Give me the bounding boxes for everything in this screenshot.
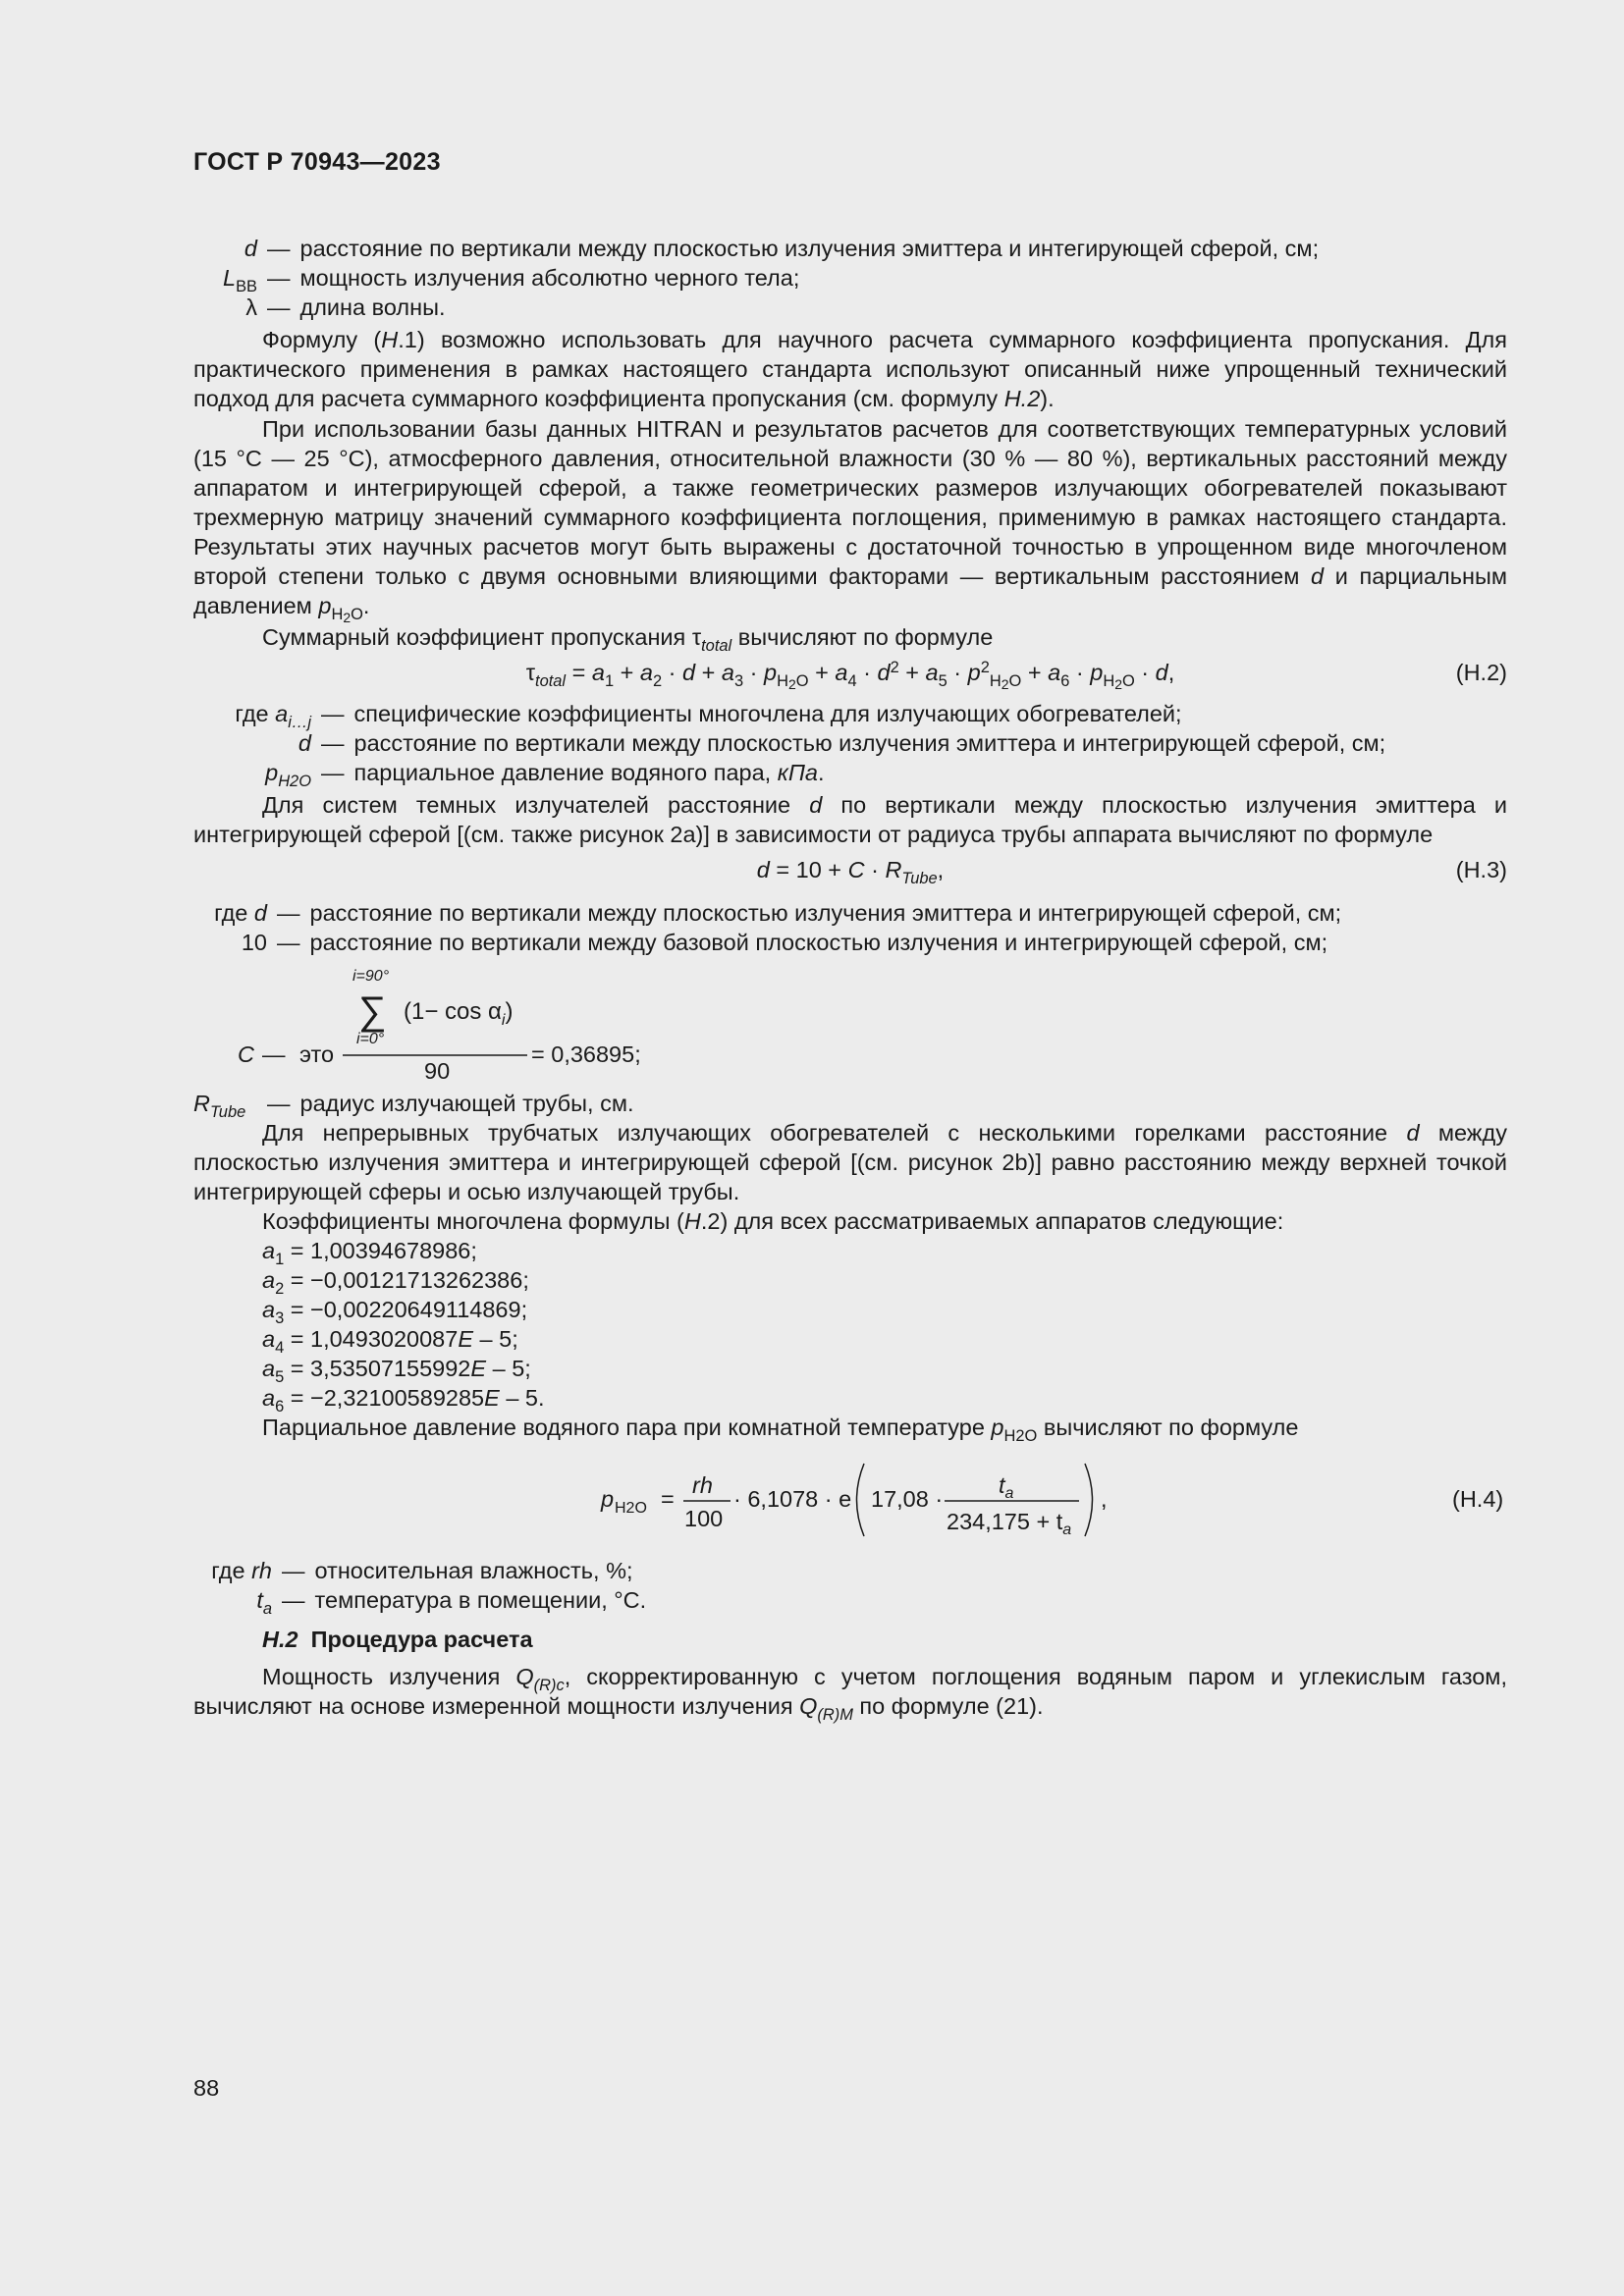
coefficient-list [193, 1236, 1507, 1413]
coefficient-a2: $a_2 = -0,00121713262386$; [262, 1267, 529, 1298]
svg-text:,: , [1101, 1486, 1108, 1512]
coefficient-a3: $a_3 = -0,00220649114869$; [262, 1297, 528, 1327]
sum-numerator: $(1- \cos \alpha_i)$ [404, 998, 514, 1029]
coefficient-a5: $a_5 = 3,53507155992E - 5$; [262, 1356, 531, 1386]
c-symbol: C [238, 1041, 254, 1067]
sigma-symbol: ∑ [358, 989, 387, 1033]
def-p-h2o: $p_{H2O}$ — парциальное давление водяного пара, кПа. [265, 760, 825, 790]
c-dash: — [262, 1041, 286, 1067]
def-d-top: d — расстояние по вертикали между плоскостью излучения эмиттера и интегирующей сферой, см; [244, 236, 1320, 261]
paragraph-procedure: Мощность излучения $Q_{(R)c}$, скорректированную с учетом поглощения водяным паром и углекислым газом, вычисляют на основе измеренной мощности излучения $Q_{(R)M}$ по формуле (21). [193, 1664, 1507, 1724]
page-content [193, 234, 1507, 1724]
coefficient-a4: $a_4 = 1,0493020087E - 5$; [262, 1326, 518, 1357]
formula-h3-number: (Н.3) [1455, 857, 1507, 882]
svg-text:· 6,1078 · e: · 6,1078 · e [733, 1486, 852, 1512]
c-coefficient-definition [193, 963, 1507, 1079]
formula-h3 [193, 849, 1507, 892]
paragraph-tau-total: Суммарный коэффициент пропускания $\tau_{total}$ вычисляют по формуле [262, 624, 994, 655]
paragraph-continuous-emitters: Для непрерывных трубчатых излучающих обогревателей с несколькими горелками расстояние d между плоскостью излучения эмиттера и интегрирующей сферой [(см. рисунок 2b)] равно расстоянию между верхней точкой интегрирующей сферы и осью излучающей трубы. [193, 1120, 1507, 1204]
formula-h3-expression: $d = 10 + C \cdot R_{Tube}$, [756, 857, 945, 887]
sum-denominator: 90 [424, 1058, 451, 1079]
def-ten: 10 — расстояние по вертикали между базовой плоскостью излучения и интегрирующей сферой, см; [241, 930, 1328, 955]
formula-h4 [193, 1456, 1507, 1544]
formula-h4-number: (Н.4) [1452, 1486, 1504, 1512]
def-d-h2: d — расстояние по вертикали между плоскостью излучения эмиттера и интегрирующей сферой, см; [298, 730, 1386, 756]
svg-text:rh: rh [692, 1472, 713, 1498]
c-sum-formula [193, 963, 783, 1079]
formula-h2-number: (Н.2) [1455, 660, 1507, 685]
def-lambda: λ — длина волны. [245, 294, 446, 320]
section-heading: Н.2 Процедура расчета [262, 1627, 533, 1652]
svg-text:p: p [601, 1486, 615, 1512]
formula-h2-expression: $\tau_{total} = a_1 + a_2 \cdot d + a_3 \cdot p_{H_2O} + a_4 \cdot d^2 + a_5 \cdot p^2_{H_2O} + a_6 \cdot p_{H_2O} \cdot d$, [525, 659, 1175, 692]
sum-upper-limit: i=90° [352, 968, 390, 985]
page-number: 88 [193, 2075, 220, 2101]
svg-text:=: = [661, 1486, 675, 1512]
svg-text:ta: $t_a$ [999, 1472, 1014, 1502]
svg-text:17,08 ·: 17,08 · [871, 1486, 944, 1512]
paragraph-partial-pressure: Парциальное давление водяного пара при комнатной температуре $p_{H2O}$ вычисляют по формуле [262, 1415, 1299, 1445]
paragraph-hitran: При использовании базы данных HITRAN и результатов расчетов для соответствующих температурных условий (15 °С — 25 °С), атмосферного давления, относительной влажности (30 % — 80 %), вертикальных расстояний между аппаратом и интегрирующей сферой, а также геометрических размеров излучающих обогревателей показывают трехмерную матрицу значений суммарного коэффициента поглощения, применимую в рамках настоящего стандарта. Результаты этих научных расчетов могут быть выражены с достаточной точностью в упрощенном виде многочленом второй степени только с двумя основными влияющими факторами — вертикальным расстоянием d и парциальным давлением $p_{H_2O}$. [193, 416, 1507, 625]
def-rh: где rh — относительная влажность, %; [211, 1558, 633, 1583]
def-a-ij: где $a_{i\dots j}$ — специфические коэффициенты многочлена для излучающих обогревателей; [235, 701, 1182, 731]
svg-text:H2O: H2O [615, 1500, 647, 1517]
c-word: это [299, 1041, 335, 1067]
paragraph-dark-emitters: Для систем темных излучателей расстояние d по вертикали между плоскостью излучения эмиттера и интегрирующей сферой [(см. также рисунок 2а)] в зависимости от радиуса трубы аппарата вычисляют по формуле [193, 792, 1507, 847]
paragraph-formula-h1: Формулу (Н.1) возможно использовать для научного расчета суммарного коэффициента пропускания. Для практического применения в рамках настоящего стандарта используют описанный ниже упрощенный технический подход для расчета суммарного коэффициента пропускания (см. формулу Н.2). [193, 327, 1507, 411]
def-r-tube: $R_{Tube}$ — радиус излучающей трубы, см. [193, 1091, 634, 1121]
coefficient-a1: $a_1 = 1,00394678986$; [262, 1238, 477, 1268]
svg-text:100: 100 [684, 1506, 724, 1531]
paragraph-coefficients-intro: Коэффициенты многочлена формулы (Н.2) для всех рассматриваемых аппаратов следующие: [262, 1208, 1284, 1234]
formula-h2 [193, 652, 1507, 695]
c-result: = 0,36895; [531, 1041, 641, 1067]
sum-lower-limit: i=0° [356, 1031, 385, 1047]
def-d-h3: где d — расстояние по вертикали между плоскостью излучения эмиттера и интегрирующей сферой, см; [214, 900, 1342, 926]
coefficient-a6: $a_6 = -2,32100589285E - 5$. [262, 1385, 545, 1415]
svg-text:234,175 + ta: $234,175 + t_a$ [947, 1509, 1072, 1538]
def-ta: $t_a$ — температура в помещении, °С. [256, 1587, 647, 1618]
formula-h4-expression [193, 1456, 1507, 1544]
def-lbb: $L_{BB}$ — мощность излучения абсолютно черного тела; [222, 265, 800, 295]
document-header: ГОСТ Р 70943—2023 [193, 148, 441, 176]
